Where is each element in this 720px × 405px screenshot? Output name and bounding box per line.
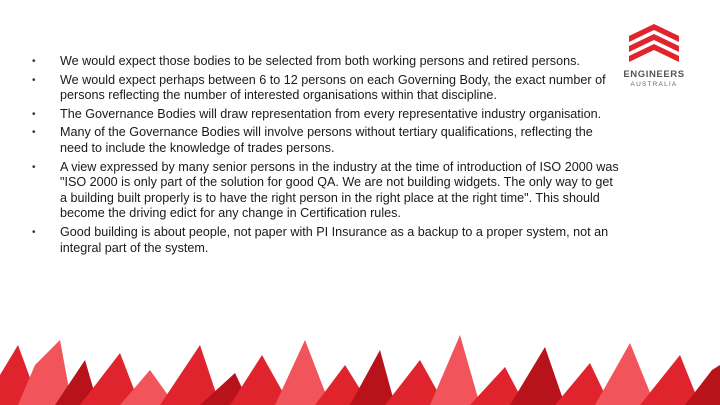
footer-shard (275, 340, 330, 405)
engineers-australia-logo (614, 22, 694, 92)
list-item (30, 125, 620, 156)
footer-shard (510, 347, 565, 405)
bullet-text: The Governance Bodies will draw representation from every representative industry organisation. (60, 106, 602, 121)
bullet-icon: • (32, 108, 36, 120)
list-item (30, 107, 620, 123)
footer-shard (350, 350, 395, 405)
footer-decoration (0, 325, 720, 405)
bullet-list (30, 54, 620, 259)
logo-subtitle: AUSTRALIA (630, 81, 678, 88)
bullet-icon: • (32, 161, 36, 173)
list-item (30, 54, 620, 70)
bullet-icon: • (32, 226, 36, 238)
bullet-icon: • (32, 56, 36, 67)
bullet-icon: • (32, 127, 36, 139)
list-item (30, 73, 620, 104)
list-item (30, 225, 620, 256)
bullet-text: We would expect those bodies to be selected from both working persons and retired persons. (60, 54, 580, 68)
logo-mark-icon (627, 22, 681, 66)
bullet-text: Many of the Governance Bodies will involve persons without tertiary qualifications, reflecting the need to include the knowledge of trades persons. (60, 125, 593, 155)
bullet-icon: • (32, 74, 36, 86)
footer-shard (595, 343, 655, 405)
bullet-text: We would expect perhaps between 6 to 12 persons on each Governing Body, the exact number of persons reflecting the number of interested organisations within that discipline. (60, 72, 606, 103)
list-item (30, 160, 620, 222)
footer-shard (430, 335, 480, 405)
bullet-text: A view expressed by many senior persons in the industry at the time of introduction of ISO 2000 was "ISO 2000 is only part of the solution for good QA. We are not building widgets. The only way to get a building built properly is to have the right person in the right place at the right time". This should become the driving edict for any change in Certification rules. (60, 159, 619, 221)
bullet-text: Good building is about people, not paper with PI Insurance as a backup to a proper system, not an integral part of the system. (60, 224, 609, 255)
logo-wordmark: ENGINEERS (623, 69, 685, 80)
